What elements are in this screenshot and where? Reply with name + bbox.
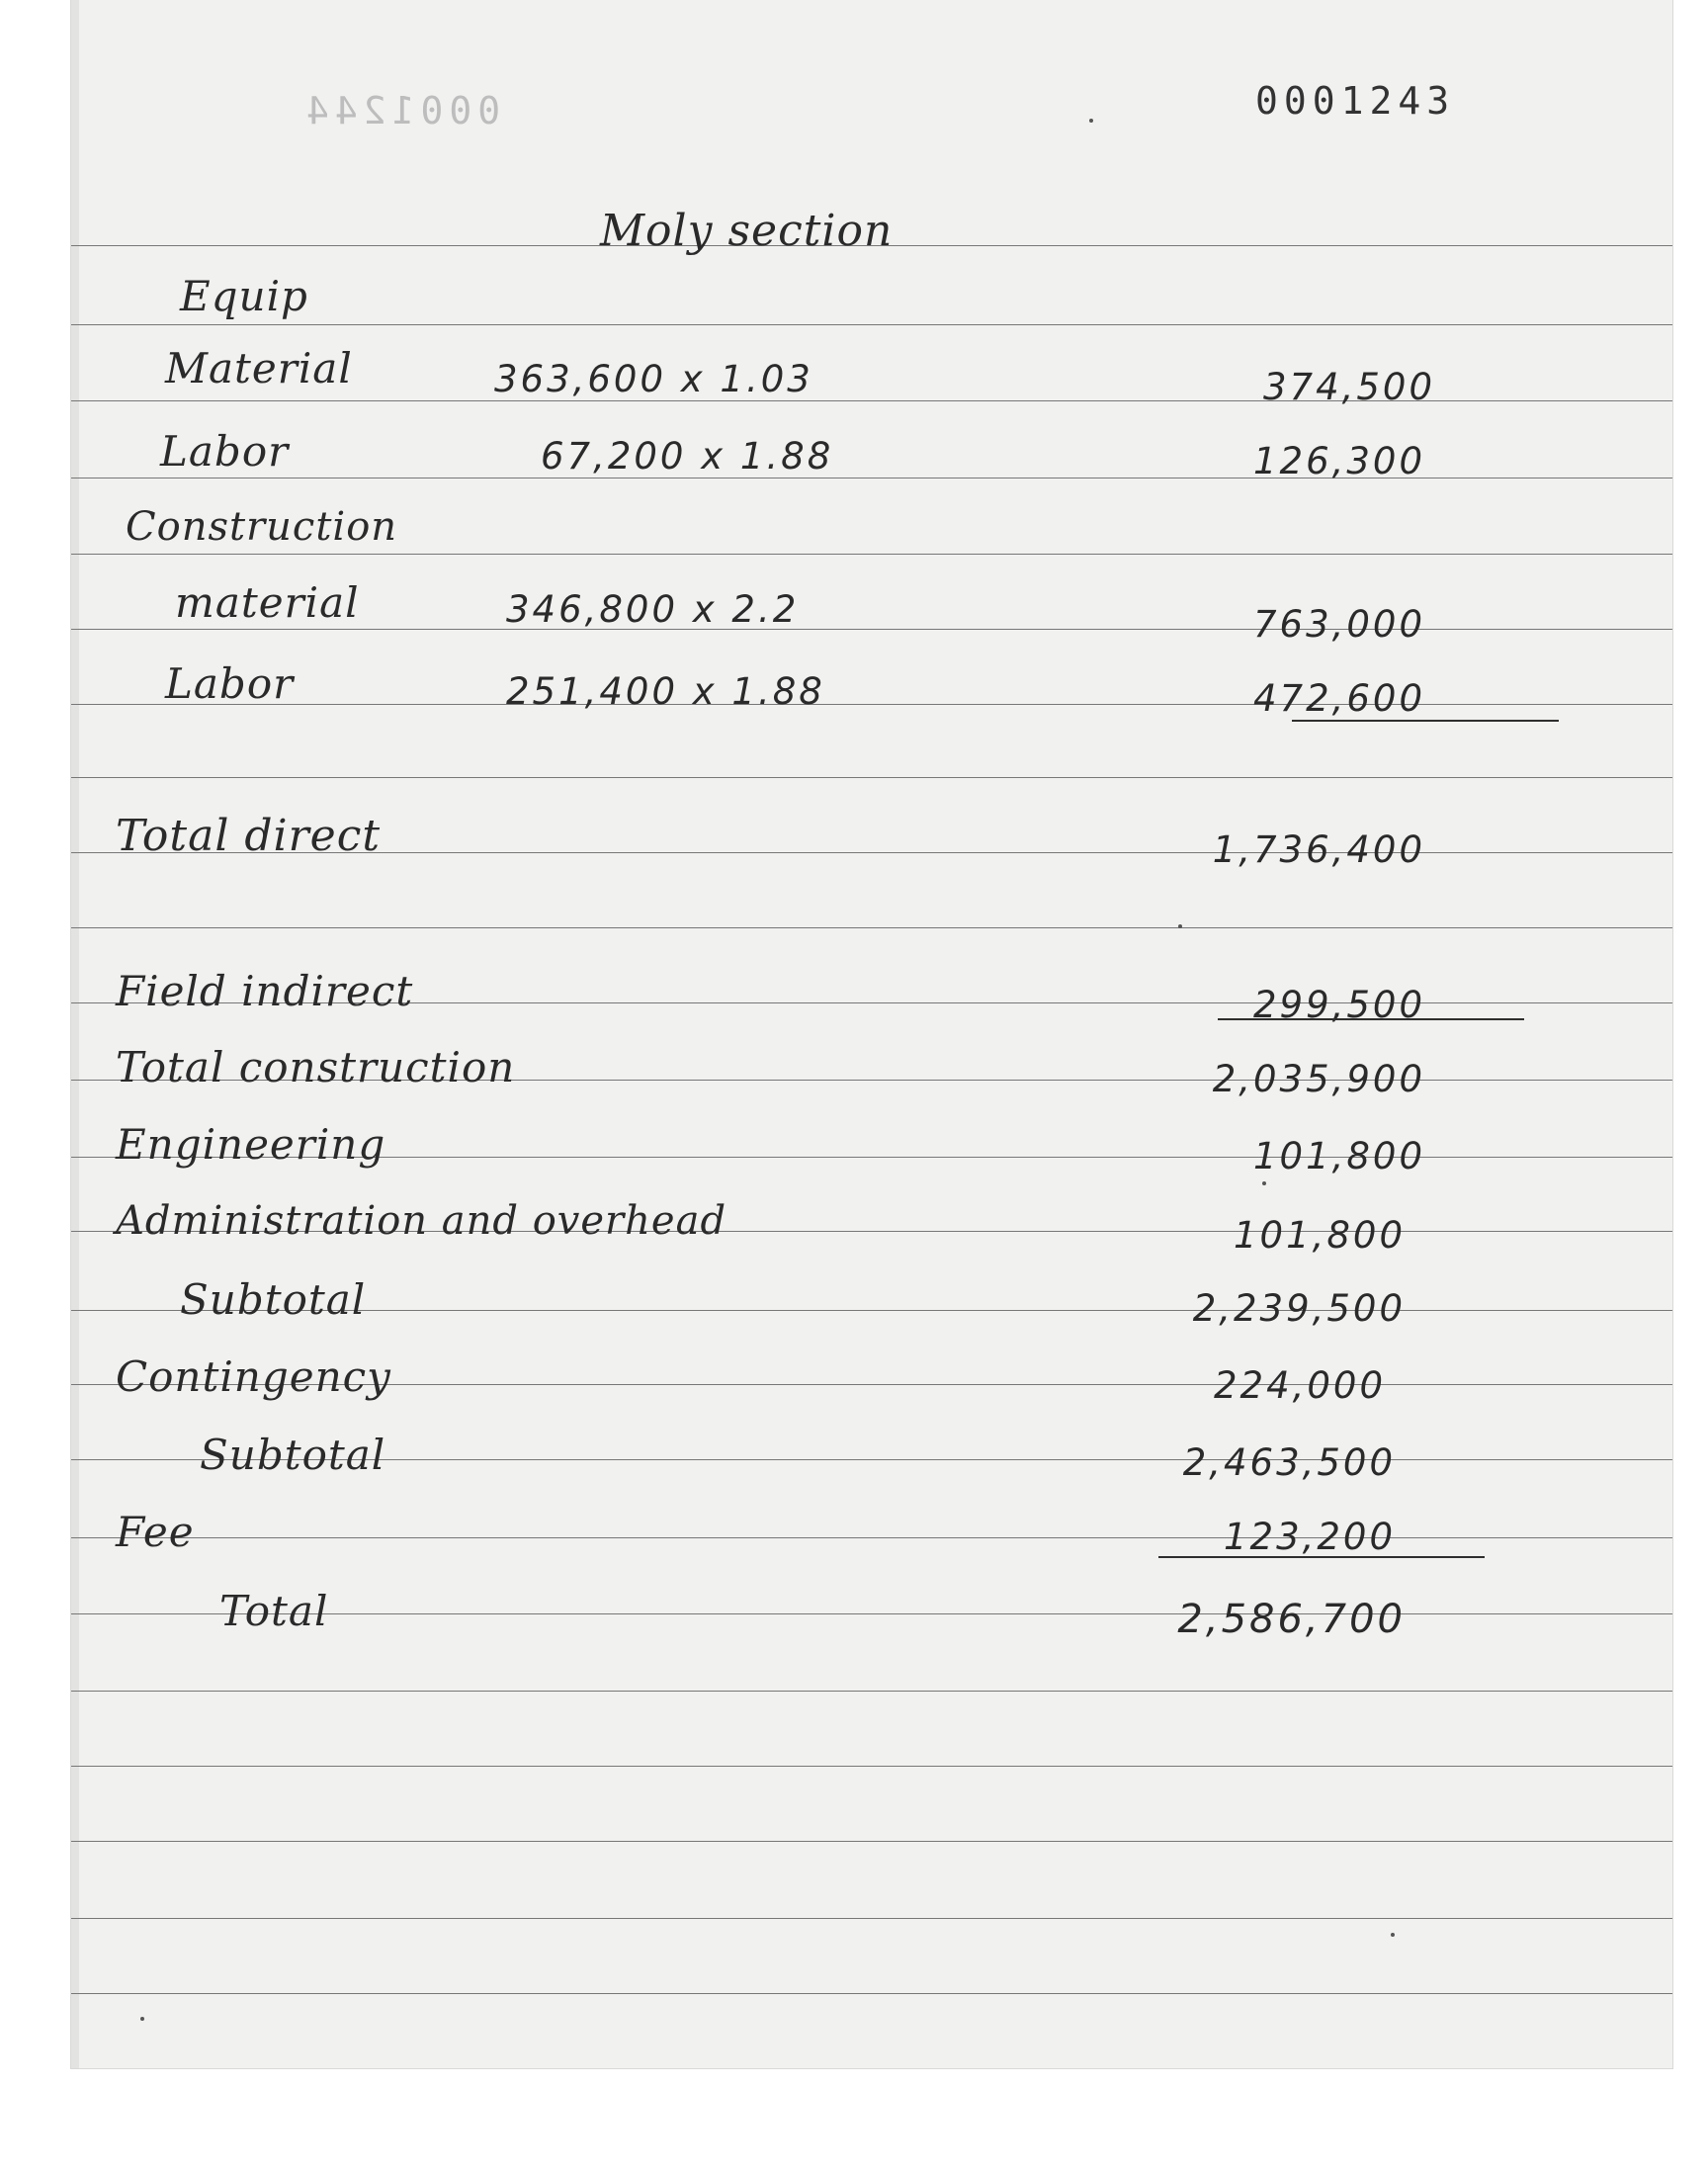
row-calc-construction-labor: 251,400 x 1.88 xyxy=(506,670,825,713)
row-label-total-direct: Total direct xyxy=(116,811,382,861)
row-label-construction-material: material xyxy=(175,578,360,627)
ruled-line xyxy=(71,554,1672,555)
document-stamp-number: 0001243 xyxy=(1255,79,1456,123)
ruled-line xyxy=(71,324,1672,325)
row-value-administration-overhead: 101,800 xyxy=(1233,1214,1406,1257)
ruled-line xyxy=(71,629,1672,630)
row-label-equip-material: Material xyxy=(165,344,353,392)
row-label-contingency: Contingency xyxy=(116,1352,391,1401)
row-calc-equip-material: 363,600 x 1.03 xyxy=(494,358,813,400)
row-label-engineering: Engineering xyxy=(116,1120,386,1169)
notebook-page xyxy=(71,0,1672,2068)
row-label-subtotal-1: Subtotal xyxy=(180,1275,367,1324)
scan-speck xyxy=(140,2017,144,2021)
ruled-line xyxy=(71,1537,1672,1538)
scan-speck xyxy=(1178,924,1182,928)
page-margin-edge xyxy=(71,0,79,2068)
ruled-line xyxy=(71,1993,1672,1994)
row-value-total: 2,586,700 xyxy=(1177,1597,1406,1642)
scan-speck xyxy=(1391,1933,1395,1937)
ruled-line xyxy=(71,1918,1672,1919)
row-value-subtotal-1: 2,239,500 xyxy=(1192,1287,1406,1330)
row-label-administration-overhead: Administration and overhead xyxy=(116,1198,727,1244)
row-value-engineering: 101,800 xyxy=(1252,1135,1425,1177)
ruled-line xyxy=(71,927,1672,928)
ruled-line xyxy=(71,1841,1672,1842)
row-label-fee: Fee xyxy=(116,1508,195,1556)
ruled-line xyxy=(71,777,1672,778)
row-value-field-indirect: 299,500 xyxy=(1252,984,1425,1026)
row-value-total-direct: 1,736,400 xyxy=(1212,828,1425,871)
ruled-line xyxy=(71,704,1672,705)
row-label-total: Total xyxy=(219,1587,329,1635)
row-value-fee: 123,200 xyxy=(1223,1516,1396,1558)
sum-underline xyxy=(1292,720,1559,722)
row-label-subtotal-2: Subtotal xyxy=(200,1431,386,1479)
row-value-equip-labor: 126,300 xyxy=(1252,440,1425,482)
row-calc-equip-labor: 67,200 x 1.88 xyxy=(541,435,834,478)
row-value-total-construction: 2,035,900 xyxy=(1212,1058,1425,1100)
row-calc-construction-material: 346,800 x 2.2 xyxy=(506,588,800,631)
row-label-construction-labor: Labor xyxy=(165,659,295,708)
page-title: Moly section xyxy=(600,206,894,256)
row-value-subtotal-2: 2,463,500 xyxy=(1182,1441,1396,1484)
section-heading-construction: Construction xyxy=(126,504,398,550)
row-label-equip-labor: Labor xyxy=(160,427,290,476)
scan-speck xyxy=(1262,1181,1266,1185)
ghost-document-stamp: 0001244 xyxy=(300,89,501,132)
sum-underline xyxy=(1158,1556,1485,1558)
row-value-contingency: 224,000 xyxy=(1213,1364,1386,1407)
ruled-line xyxy=(71,1691,1672,1692)
row-value-construction-material: 763,000 xyxy=(1252,603,1425,646)
row-value-equip-material: 374,500 xyxy=(1262,366,1435,408)
scan-speck xyxy=(1089,119,1093,123)
row-label-field-indirect: Field indirect xyxy=(116,967,414,1015)
ruled-line xyxy=(71,1766,1672,1767)
sum-underline xyxy=(1218,1018,1524,1020)
row-value-construction-labor: 472,600 xyxy=(1252,677,1425,720)
row-label-total-construction: Total construction xyxy=(116,1043,516,1091)
section-heading-equip: Equip xyxy=(180,272,308,320)
